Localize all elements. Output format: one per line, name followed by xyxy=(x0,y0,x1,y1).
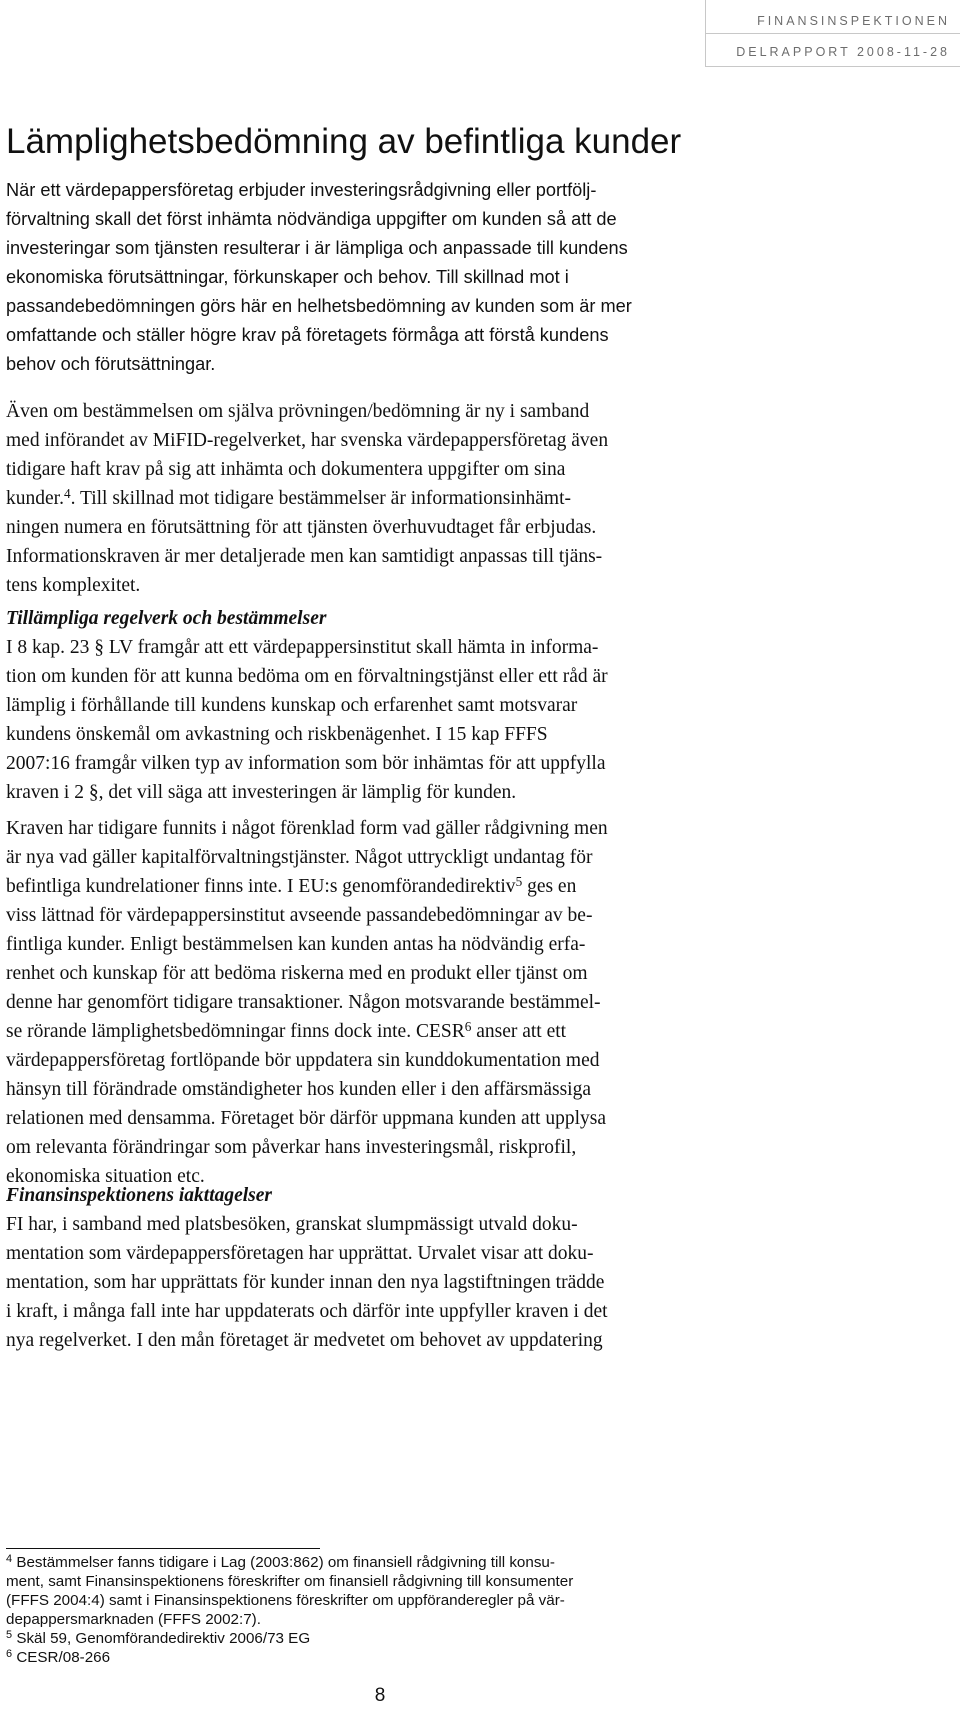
requirements-paragraph xyxy=(6,814,751,1191)
header-report-date: DELRAPPORT 2008-11-28 xyxy=(736,45,950,59)
text-line: tion om kunden för att kunna bedöma om en förvaltningstjänst eller ett råd är xyxy=(6,666,608,687)
text-line: Även om bestämmelsen om själva prövningen/bedömning är ny i samband xyxy=(6,401,590,422)
observations-section xyxy=(6,1181,751,1355)
footnote-text: Bestämmelser fanns tidigare i Lag (2003:862) om finansiell rådgivning till konsu- xyxy=(16,1554,555,1571)
text-line: mentation, som har upprättats för kunder innan den nya lagstiftningen trädde xyxy=(6,1272,605,1293)
section-heading-rules: Tillämpliga regelverk och bestämmelser xyxy=(6,608,327,629)
text-line: När ett värdepappersföretag erbjuder investeringsrådgivning eller portfölj- xyxy=(6,180,597,200)
footnote-5 xyxy=(6,1629,751,1648)
text-line: Kraven har tidigare funnits i något förenklad form vad gäller rådgivning men xyxy=(6,818,608,839)
text-line: Informationskraven är mer detaljerade men kan samtidigt anpassas till tjäns- xyxy=(6,546,603,567)
rules-section xyxy=(6,604,751,807)
footnote-text: CESR/08-266 xyxy=(16,1649,111,1666)
text-line: passandebedömningen görs här en helhetsbedömning av kunden som är mer xyxy=(6,296,632,316)
text-line: hänsyn till förändrade omständigheter hos kunden eller i den affärsmässiga xyxy=(6,1079,592,1100)
text-line xyxy=(6,872,751,901)
footnote-4 xyxy=(6,1553,751,1572)
text-line: behov och förutsättningar. xyxy=(6,354,216,374)
text-segment: se rörande lämplighetsbedömningar finns dock inte. CESR xyxy=(6,1021,465,1042)
text-line: nya regelverket. I den mån företaget är medvetet om behovet av uppdatering xyxy=(6,1330,603,1351)
text-line: viss lättnad för värdepappersinstitut avseende passandebedömningar av be- xyxy=(6,905,593,926)
footnote-number: 6 xyxy=(6,1648,13,1661)
text-line: omfattande och ställer högre krav på företagets förmåga att förstå kundens xyxy=(6,325,609,345)
text-line: värdepappersföretag fortlöpande bör uppdatera sin kunddokumentation med xyxy=(6,1050,600,1071)
footnote-ref-4[interactable]: 4 xyxy=(63,486,71,502)
footnote-text: Skäl 59, Genomförandedirektiv 2006/73 EG xyxy=(16,1630,311,1647)
footnote-number: 4 xyxy=(6,1553,13,1566)
text-line: tidigare haft krav på sig att inhämta och dokumentera uppgifter om sina xyxy=(6,459,566,480)
footnote-ref-6[interactable]: 6 xyxy=(464,1019,472,1035)
text-line: ekonomiska förutsättningar, förkunskaper och behov. Till skillnad mot i xyxy=(6,267,569,287)
text-line xyxy=(6,484,751,513)
text-line: investeringar som tjänsten resulterar i är lämpliga och anpassade till kundens xyxy=(6,238,628,258)
page-number: 8 xyxy=(374,1685,386,1706)
section-heading-observations: Finansinspektionens iakttagelser xyxy=(6,1185,273,1206)
footnote-text: ment, samt Finansinspektionens föreskrifter om finansiell rådgivning till konsumenter xyxy=(6,1573,574,1590)
footnote-6 xyxy=(6,1648,751,1667)
text-line: I 8 kap. 23 § LV framgår att ett värdepappersinstitut skall hämta in informa- xyxy=(6,637,599,658)
text-line: ningen numera en förutsättning för att tjänsten överhuvudtaget får erbjudas. xyxy=(6,517,597,538)
footnote-number: 5 xyxy=(6,1629,13,1642)
text-line: 2007:16 framgår vilken typ av information som bör inhämtas för att uppfylla xyxy=(6,753,606,774)
footnote-separator xyxy=(6,1548,320,1549)
text-line: om relevanta förändringar som påverkar hans investeringsmål, riskprofil, xyxy=(6,1137,577,1158)
text-line: FI har, i samband med platsbesöken, granskat slumpmässigt utvald doku- xyxy=(6,1214,578,1235)
text-line: i kraft, i många fall inte har uppdaterats och därför inte uppfyller kraven i det xyxy=(6,1301,608,1322)
footnote-ref-5[interactable]: 5 xyxy=(515,874,523,890)
text-line xyxy=(6,1017,751,1046)
text-line: är nya vad gäller kapitalförvaltningstjänster. Något uttryckligt undantag för xyxy=(6,847,593,868)
text-segment: befintliga kundrelationer finns inte. I EU:s genomförandedirektiv xyxy=(6,876,516,897)
text-line: denne har genomfört tidigare transaktioner. Någon motsvarande bestämmel- xyxy=(6,992,601,1013)
text-line: ekonomiska situation etc. xyxy=(6,1166,205,1187)
header-divider xyxy=(705,33,960,34)
text-line: tens komplexitet. xyxy=(6,575,141,596)
text-segment: kunder. xyxy=(6,488,64,509)
text-line: kraven i 2 §, det vill säga att investeringen är lämplig för kunden. xyxy=(6,782,517,803)
page-title: Lämplighetsbedömning av befintliga kunder xyxy=(6,122,682,161)
text-segment: anser att ett xyxy=(471,1021,567,1042)
mifid-paragraph xyxy=(6,397,751,600)
text-segment: ges en xyxy=(522,876,577,897)
footnotes xyxy=(6,1553,751,1667)
text-line: förvaltning skall det först inhämta nödvändiga uppgifter om kunden så att de xyxy=(6,209,617,229)
text-line: med införandet av MiFID-regelverket, har svenska värdepappersföretag även xyxy=(6,430,609,451)
text-line: lämplig i förhållande till kundens kunskap och erfarenhet samt motsvarar xyxy=(6,695,578,716)
footnote-text: (FFFS 2004:4) samt i Finansinspektionens föreskrifter om uppföranderegler på vär- xyxy=(6,1592,565,1609)
footnote-text: depappersmarknaden (FFFS 2002:7). xyxy=(6,1611,261,1628)
text-line: kundens önskemål om avkastning och riskbenägenhet. I 15 kap FFFS xyxy=(6,724,548,745)
text-line: renhet och kunskap för att bedöma riskerna med en produkt eller tjänst om xyxy=(6,963,588,984)
intro-paragraph xyxy=(6,176,751,379)
text-line: fintliga kunder. Enligt bestämmelsen kan kunden antas ha nödvändig erfa- xyxy=(6,934,586,955)
text-line: relationen med densamma. Företaget bör därför uppmana kunden att upplysa xyxy=(6,1108,606,1129)
text-segment: . Till skillnad mot tidigare bestämmelser är informationsinhämt- xyxy=(70,488,572,509)
header-organization: FINANSINSPEKTIONEN xyxy=(757,14,950,28)
text-line: mentation som värdepappersföretagen har upprättat. Urvalet visar att doku- xyxy=(6,1243,594,1264)
